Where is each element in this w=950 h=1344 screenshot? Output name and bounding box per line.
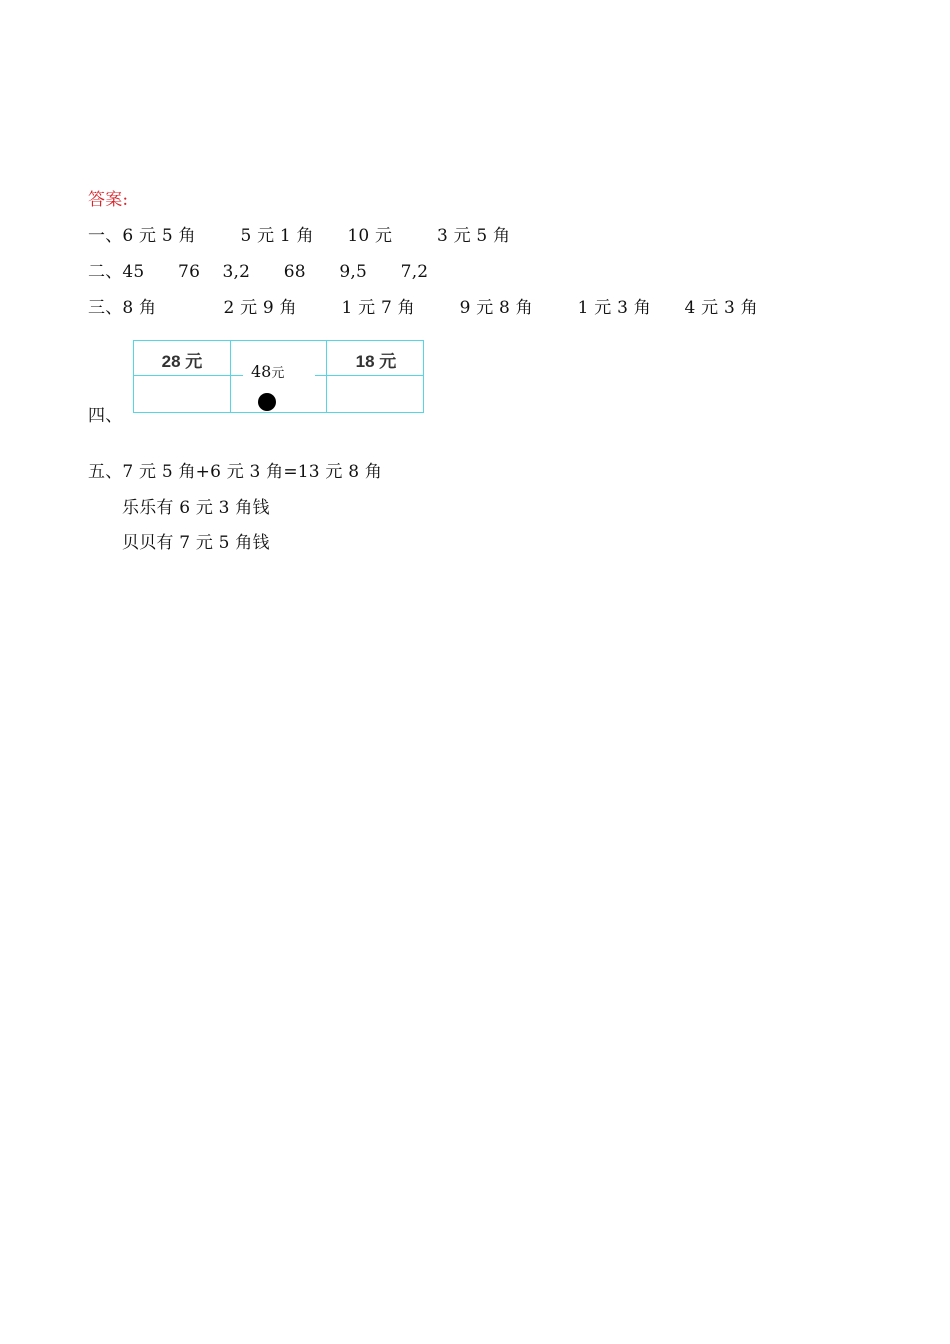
answer-heading: 答案:: [88, 190, 129, 210]
table-cell-18: 18 元: [355, 352, 397, 371]
answer-q3: 三、8 角 2 元 9 角 1 元 7 角 9 元 8 角 1 元 3 角 4 元 3 角: [88, 298, 758, 318]
answer-q1: 一、6 元 5 角 5 元 1 角 10 元 3 元 5 角: [88, 226, 511, 246]
table-cell-28: 28 元: [161, 352, 203, 371]
table-divider: [230, 341, 231, 412]
table-cell-48-unit: 元: [271, 366, 285, 381]
answer-dot-marker: [258, 393, 276, 411]
answer-q2: 二、45 76 3,2 68 9,5 7,2: [88, 262, 429, 282]
table-divider: [326, 341, 327, 412]
answer-q5-line2: 乐乐有 6 元 3 角钱: [122, 498, 270, 518]
table-cell-48-value: 48: [251, 362, 272, 381]
answer-q5-line1: 五、7 元 5 角+6 元 3 角=13 元 8 角: [88, 462, 383, 482]
table-cell-48: [251, 362, 284, 381]
answer-q4-label: 四、: [88, 406, 123, 426]
answer-q5-line3: 贝贝有 7 元 5 角钱: [122, 533, 270, 553]
